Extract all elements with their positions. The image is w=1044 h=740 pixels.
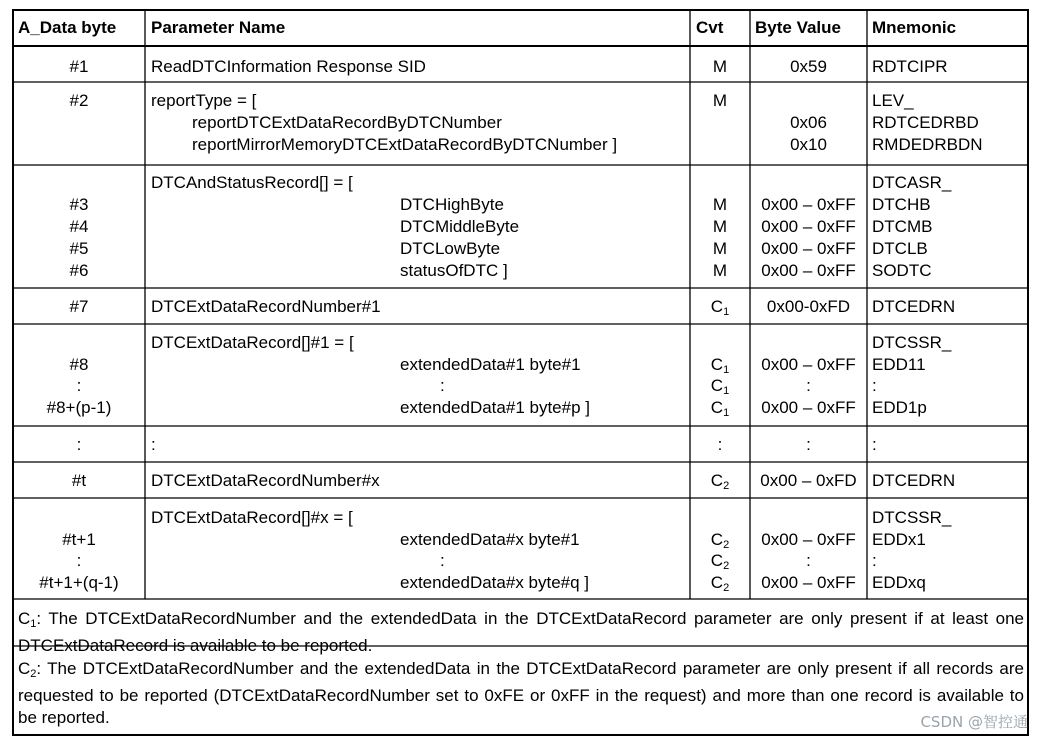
note-c2 [18,658,1024,729]
row8-a-0: #t+1 [62,530,96,549]
row8-byte-2: 0x00 – 0xFF [761,573,856,592]
row5-mnemonic-3: EDD1p [872,398,927,417]
row3-cvt-0: M [712,195,728,214]
row2-param-2: reportMirrorMemoryDTCExtDataRecordByDTCNumber ] [192,135,618,154]
row8-byte-0: 0x00 – 0xFF [761,530,856,549]
header-byte-value: Byte Value [755,18,841,37]
row6-a: : [76,435,82,454]
row5-byte-1: : [806,376,811,395]
row5-param-2: : [440,376,445,395]
row8-mnemonic-1: EDDx1 [872,530,926,549]
row3-a-1: #4 [69,217,89,236]
row3-byte-2: 0x00 – 0xFF [761,239,856,258]
row3-a-0: #3 [69,195,89,214]
watermark: CSDN @智控通 [920,713,1028,731]
row1-mnemonic: RDTCIPR [872,57,948,76]
row5-cvt-0: $C_1$ [710,355,730,376]
row2-mnemonic-0: LEV_ [872,91,914,110]
row3-byte-0: 0x00 – 0xFF [761,195,856,214]
row7-param: DTCExtDataRecordNumber#x [151,471,380,490]
row3-param-4: statusOfDTC ] [400,261,508,280]
row8-param-3: extendedData#x byte#q ] [400,573,590,592]
note-c1 [18,608,1024,657]
row3-mnemonic-3: DTCLB [872,239,928,258]
row2-cvt: M [712,91,728,110]
row2-a: #2 [69,91,89,110]
row3-cvt-2: M [712,239,728,258]
row8-byte-1: : [806,551,811,570]
row8-param-0: DTCExtDataRecord[]#x = [ [151,508,353,527]
row3-mnemonic-4: SODTC [872,261,932,280]
row5-a-1: : [76,376,82,395]
row8-mnemonic-0: DTCSSR_ [872,508,952,527]
row4-cvt-letter: C [710,297,724,316]
row4-cvt [690,296,750,323]
row5-mnemonic-1: EDD11 [872,355,926,374]
row2-byte-0: 0x06 [790,113,827,132]
row8-a-1: : [76,551,82,570]
row8-a-2: #t+1+(q-1) [39,573,119,592]
row2-byte-1: 0x10 [790,135,827,154]
header-parameter-name: Parameter Name [151,18,286,37]
row4-mnemonic: DTCEDRN [872,297,956,316]
row5-a-2: #8+(p-1) [46,398,112,417]
note-c1-label: C [18,609,31,628]
row5-a-0: #8 [69,355,89,374]
row8-cvt-1: $C_2$ [710,551,730,572]
row8-param-2: : [440,551,445,570]
row1-byte: 0x59 [790,57,827,76]
row3-byte-3: 0x00 – 0xFF [761,261,856,280]
row3-mnemonic-0: DTCASR_ [872,173,952,192]
row5-param-0: DTCExtDataRecord[]#1 = [ [151,333,354,352]
row4-a: #7 [69,297,89,316]
row7-byte: 0x00 – 0xFD [760,471,857,490]
row1-cvt: M [712,57,728,76]
row2-param-1: reportDTCExtDataRecordByDTCNumber [192,113,502,132]
row6-param: : [151,435,156,454]
row3-mnemonic-2: DTCMB [872,217,933,236]
row8-mnemonic-2: : [872,551,877,570]
row4-cvt-sub: 1 [723,306,730,318]
row4-param: DTCExtDataRecordNumber#1 [151,297,381,316]
row3-byte-1: 0x00 – 0xFF [761,217,856,236]
row3-cvt-1: M [712,217,728,236]
row5-param-3: extendedData#1 byte#p ] [400,398,590,417]
row5-cvt-1: $C_1$ [710,376,730,397]
row5-param-1: extendedData#1 byte#1 [400,355,581,374]
row6-mnemonic: : [872,435,877,454]
row3-param-1: DTCHighByte [400,195,504,214]
note-c1-text: : The DTCExtDataRecordNumber and the extendedData in the DTCExtDataRecord parameter are only present if at least one DTCExtDataRecord is available to be reported. [18,609,1024,655]
row5-byte-2: 0x00 – 0xFF [761,398,856,417]
row4-byte: 0x00-0xFD [766,297,851,316]
row3-cvt-3: M [712,261,728,280]
row3-param-2: DTCMiddleByte [400,217,520,236]
note-c2-text: : The DTCExtDataRecordNumber and the extendedData in the DTCExtDataRecord parameter are only present if all records are requested to be reported (DTCExtDataRecordNumber set to 0xFE or 0xFF in the request) and more than one record is available to be reported. [18,659,1024,727]
note-c2-label: C [18,659,31,678]
note-c1-sub: 1 [30,618,37,630]
row8-cvt-0: $C_2$ [710,530,730,551]
row2-param-0: reportType = [ [151,91,257,110]
row3-a-2: #5 [69,239,89,258]
row3-param-0: DTCAndStatusRecord[] = [ [151,173,353,192]
header-mnemonic: Mnemonic [872,18,957,37]
row3-a-3: #6 [69,261,89,280]
row7-mnemonic: DTCEDRN [872,471,956,490]
row6-byte: : [806,435,811,454]
row8-mnemonic-3: EDDxq [872,573,926,592]
row2-mnemonic-1: RDTCEDRBD [872,113,979,132]
note-c2-sub: 2 [30,668,37,680]
row5-mnemonic-2: : [872,376,877,395]
row7-a: #t [71,471,87,490]
row6-cvt: : [717,435,723,454]
row8-param-1: extendedData#x byte#1 [400,530,580,549]
row5-byte-0: 0x00 – 0xFF [761,355,856,374]
header-a-data-byte: A_Data byte [18,18,117,37]
row1-param: ReadDTCInformation Response SID [151,57,426,76]
row5-mnemonic-0: DTCSSR_ [872,333,952,352]
row5-cvt-2: $C_1$ [710,398,730,419]
row3-param-3: DTCLowByte [400,239,501,258]
row2-mnemonic-2: RMDEDRBDN [872,135,983,154]
parameter-table [12,9,1029,736]
row7-cvt: $C_2$ [710,471,730,492]
row8-cvt-2: $C_2$ [710,573,730,594]
row1-a: #1 [69,57,89,76]
header-cvt: Cvt [696,18,724,37]
row3-mnemonic-1: DTCHB [872,195,931,214]
